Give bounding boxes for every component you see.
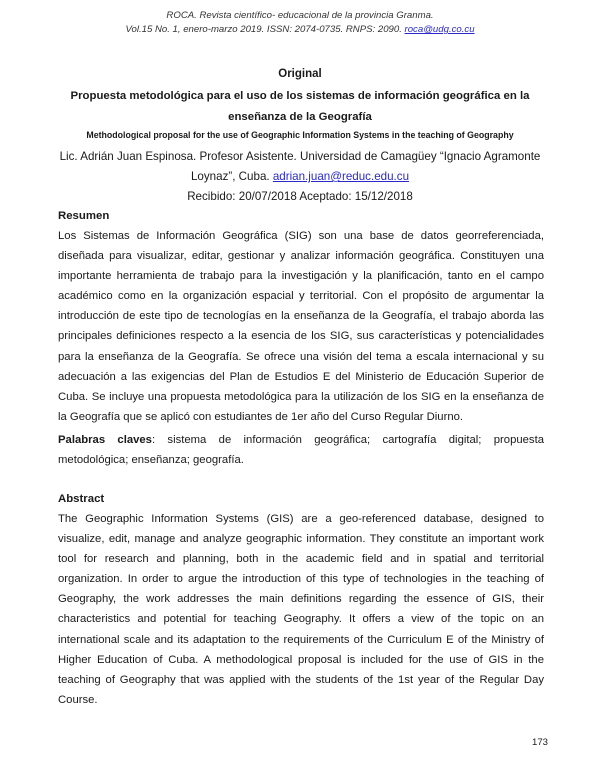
journal-header-line1: ROCA. Revista científico- educacional de la provincia Granma. bbox=[166, 10, 434, 21]
article-dates: Recibido: 20/07/2018 Aceptado: 15/12/2018 bbox=[187, 190, 413, 203]
keywords-paragraph bbox=[58, 430, 544, 470]
article-title-line1: Propuesta metodológica para el uso de los sistemas de información geográfica en la bbox=[70, 90, 530, 102]
author-line2 bbox=[40, 170, 560, 183]
journal-header-line2 bbox=[0, 24, 600, 35]
abstract-body: The Geographic Information Systems (GIS) are a geo-referenced database, designed to visualize, edit, manage and analyze geographic information. They constitute an important work tool for research and planning, both in the academic field and in spatial and territorial organization. In order to argue the introduction of this type of technologies in the teaching of Geography, the work addresses the main definitions regarding the essence of GIS, their characteristics and potential for teaching Geography. It offers a view of the topic on an international scale and its adaptation to the requirements of the Curriculum E of the Ministry of Higher Education of Cuba. A methodological proposal is included for the use of GIS in the teaching of Geography that was applied with the students of the 1st year of the Regular Day Course. bbox=[58, 513, 544, 706]
keywords-list: : sistema de información geográfica; cartografía digital; propuesta metodológica; enseñanza; geografía. bbox=[58, 434, 544, 467]
abstract-heading: Abstract bbox=[58, 493, 105, 505]
resumen-body: Los Sistemas de Información Geográfica (SIG) son una base de datos georreferenciada, diseñada para visualizar, editar, gestionar y analizar información geográfica. Constituyen una importante herramienta de trabajo para la investigación y la planificación, tanto en el campo académico como en la organización espacial y territorial. Con el propósito de argumentar la introducción de este tipo de tecnologías en la enseñanza de la Geografía, el trabajo aborda las principales definiciones respecto a la esencia de los SIG, sus características y potencialidades para la enseñanza de la Geografía. Se ofrece una visión del tema a escala internacional y su adecuación a las exigencias del Plan de Estudios E del Ministerio de Educación Superior de Cuba. Se incluye una propuesta metodológica para la utilización de los SIG en la enseñanza de la Geografía que se aplicó con estudiantes de 1er año del Curso Regular Diurno. bbox=[58, 230, 544, 423]
article-title-english: Methodological proposal for the use of Geographic Information Systems in the teaching of Geography bbox=[86, 130, 514, 140]
resumen-heading: Resumen bbox=[58, 210, 110, 222]
author-email-link[interactable]: adrian.juan@reduc.edu.cu bbox=[272, 170, 410, 183]
journal-issue-info: Vol.15 No. 1, enero-marzo 2019. ISSN: 2074-0735. RNPS: 2090. bbox=[125, 24, 405, 35]
author-affiliation: Loynaz”, Cuba. bbox=[190, 170, 273, 183]
journal-email-link[interactable]: roca@udg.co.cu bbox=[404, 24, 475, 35]
keywords-label: Palabras claves bbox=[58, 434, 152, 446]
article-title-line2: enseñanza de la Geografía bbox=[228, 111, 372, 123]
author-line1: Lic. Adrián Juan Espinosa. Profesor Asistente. Universidad de Camagüey “Ignacio Agramonte bbox=[59, 150, 541, 163]
article-type: Original bbox=[278, 68, 322, 80]
page-number: 173 bbox=[532, 737, 549, 748]
